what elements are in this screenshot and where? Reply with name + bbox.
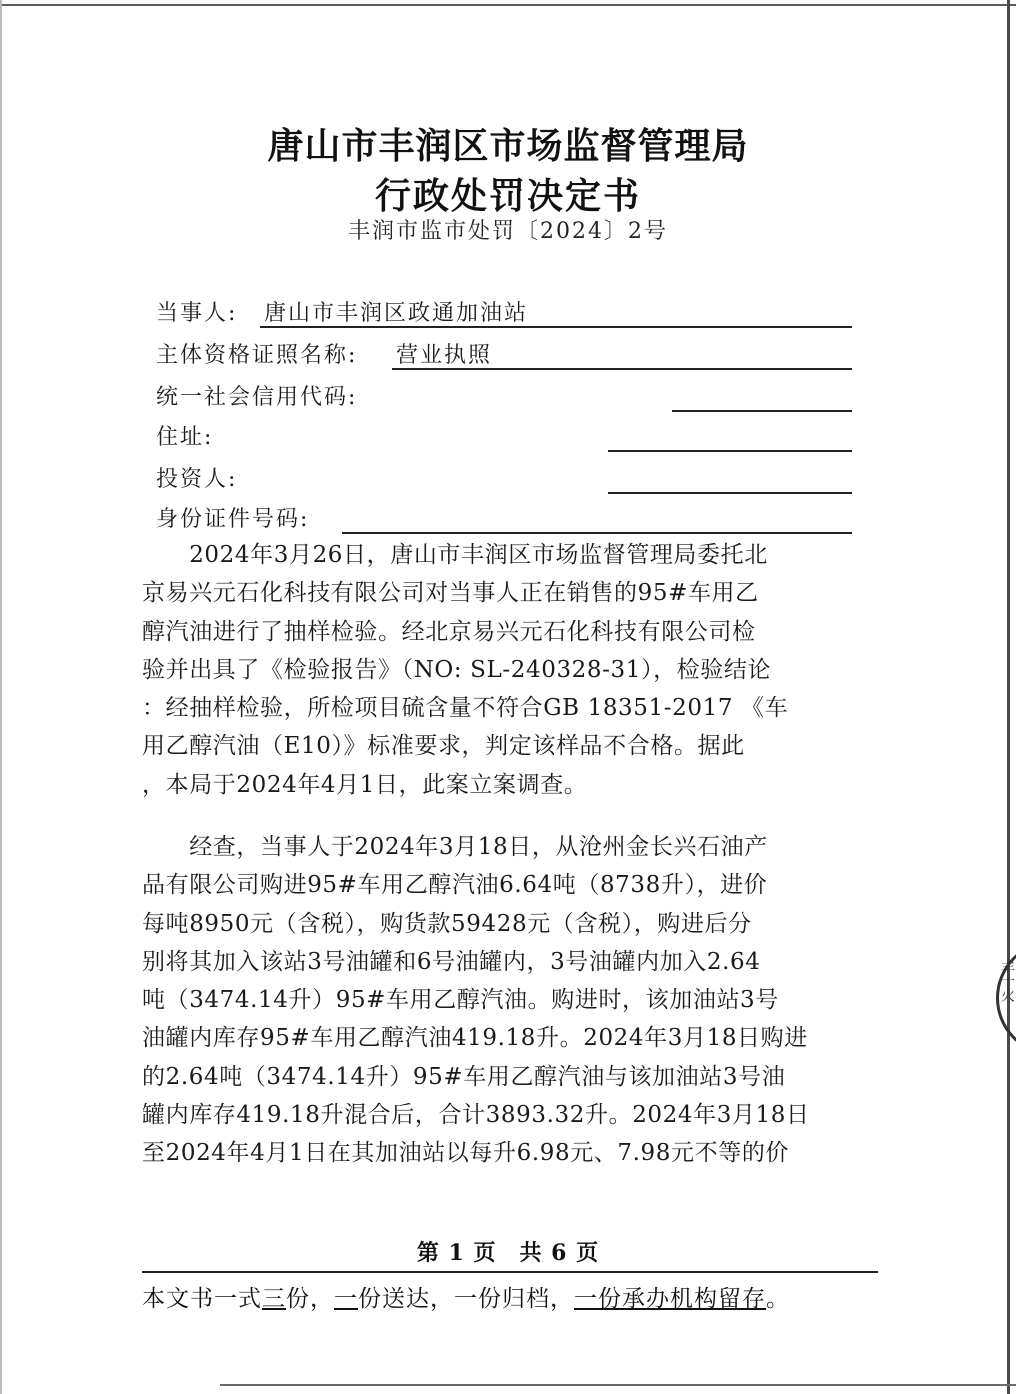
field-underline [392, 368, 852, 370]
field-underline [260, 326, 852, 328]
body-paragraph-1 [142, 536, 862, 804]
field-label: 住址: [156, 425, 214, 450]
page-indicator: 第 1 页 共 6 页 [416, 1240, 600, 1266]
field-label: 统一社会信用代码: [156, 385, 358, 410]
field-credit-code [156, 380, 852, 416]
footer-note-part: 一份承办机构留存 [574, 1286, 766, 1312]
field-investor [156, 462, 852, 498]
footer-note-part: 。 [766, 1286, 790, 1312]
text-line: 用乙醇汽油（E10）》标准要求，判定该样品不合格。据此 [142, 733, 745, 760]
field-label: 投资人: [156, 467, 238, 492]
field-underline [608, 450, 852, 452]
text-line: 每吨8950元（含税），购货款59428元（含税），购进后分 [142, 910, 752, 937]
text-line: 别将其加入该站3号油罐和6号油罐内，3号油罐内加入2.64 [142, 948, 761, 975]
text-line: ，本局于2024年4月1日，此案立案调查。 [142, 771, 588, 798]
text-line: 2024年3月26日，唐山市丰润区市场监督管理局委托北 [142, 542, 768, 568]
field-label: 身份证件号码: [156, 507, 310, 532]
seal-text: 丰十火 [999, 960, 1015, 1002]
text-line: ：经抽样检验，所检项目硫含量不符合GB 18351-2017 《车 [142, 695, 789, 722]
field-underline [672, 410, 852, 412]
field-id-number [156, 502, 852, 538]
text-line: 京易兴元石化科技有限公司对当事人正在销售的95#车用乙 [142, 580, 759, 607]
text-line: 验并出具了《检验报告》（NO: SL-240328-31），检验结论 [142, 656, 772, 683]
text-line: 吨（3474.14升）95#车用乙醇汽油。购进时，该加油站3号 [142, 987, 779, 1014]
field-value: 唐山市丰润区政通加油站 [264, 301, 529, 326]
field-label: 当事人: [156, 301, 238, 326]
footer-note-part: 份送达，一份归档， [358, 1286, 574, 1312]
text-line: 醇汽油进行了抽样检验。经北京易兴元石化科技有限公司检 [142, 618, 756, 645]
footer-note-part: 本文书一式 [142, 1286, 262, 1312]
footer-note-part: 份， [286, 1286, 334, 1312]
page-edge-bottom [220, 1384, 1016, 1386]
text-line: 油罐内库存95#车用乙醇汽油419.18升。2024年3月18日购进 [142, 1025, 808, 1052]
org-title: 唐山市丰润区市场监督管理局 [267, 125, 749, 167]
doc-number: 丰润市监市处罚〔2024〕2号 [348, 219, 668, 244]
text-line: 经查，当事人于2024年3月18日，从沧州金长兴石油产 [142, 834, 768, 860]
field-underline [608, 492, 852, 494]
text-line: 至2024年4月1日在其加油站以每升6.98元、7.98元不等的价 [142, 1140, 790, 1167]
footer-divider [142, 1271, 878, 1273]
page-edge-top [0, 4, 1016, 6]
field-address [156, 420, 852, 456]
doc-title: 行政处罚决定书 [374, 175, 641, 217]
field-value: 营业执照 [396, 343, 493, 368]
field-underline [342, 532, 852, 534]
text-line: 罐内库存419.18升混合后，合计3893.32升。2024年3月18日 [142, 1102, 810, 1129]
footer-note [142, 1280, 882, 1313]
footer-note-part: 三 [262, 1286, 286, 1312]
field-license-name [156, 338, 852, 374]
text-line: 的2.64吨（3474.14升）95#车用乙醇汽油与该加油站3号油 [142, 1063, 786, 1090]
text-line: 品有限公司购进95#车用乙醇汽油6.64吨（8738升），进价 [142, 872, 768, 899]
field-label: 主体资格证照名称: [156, 343, 358, 368]
footer-note-part: 一 [334, 1286, 358, 1312]
field-party [156, 296, 852, 332]
body-paragraph-2 [142, 828, 862, 1173]
